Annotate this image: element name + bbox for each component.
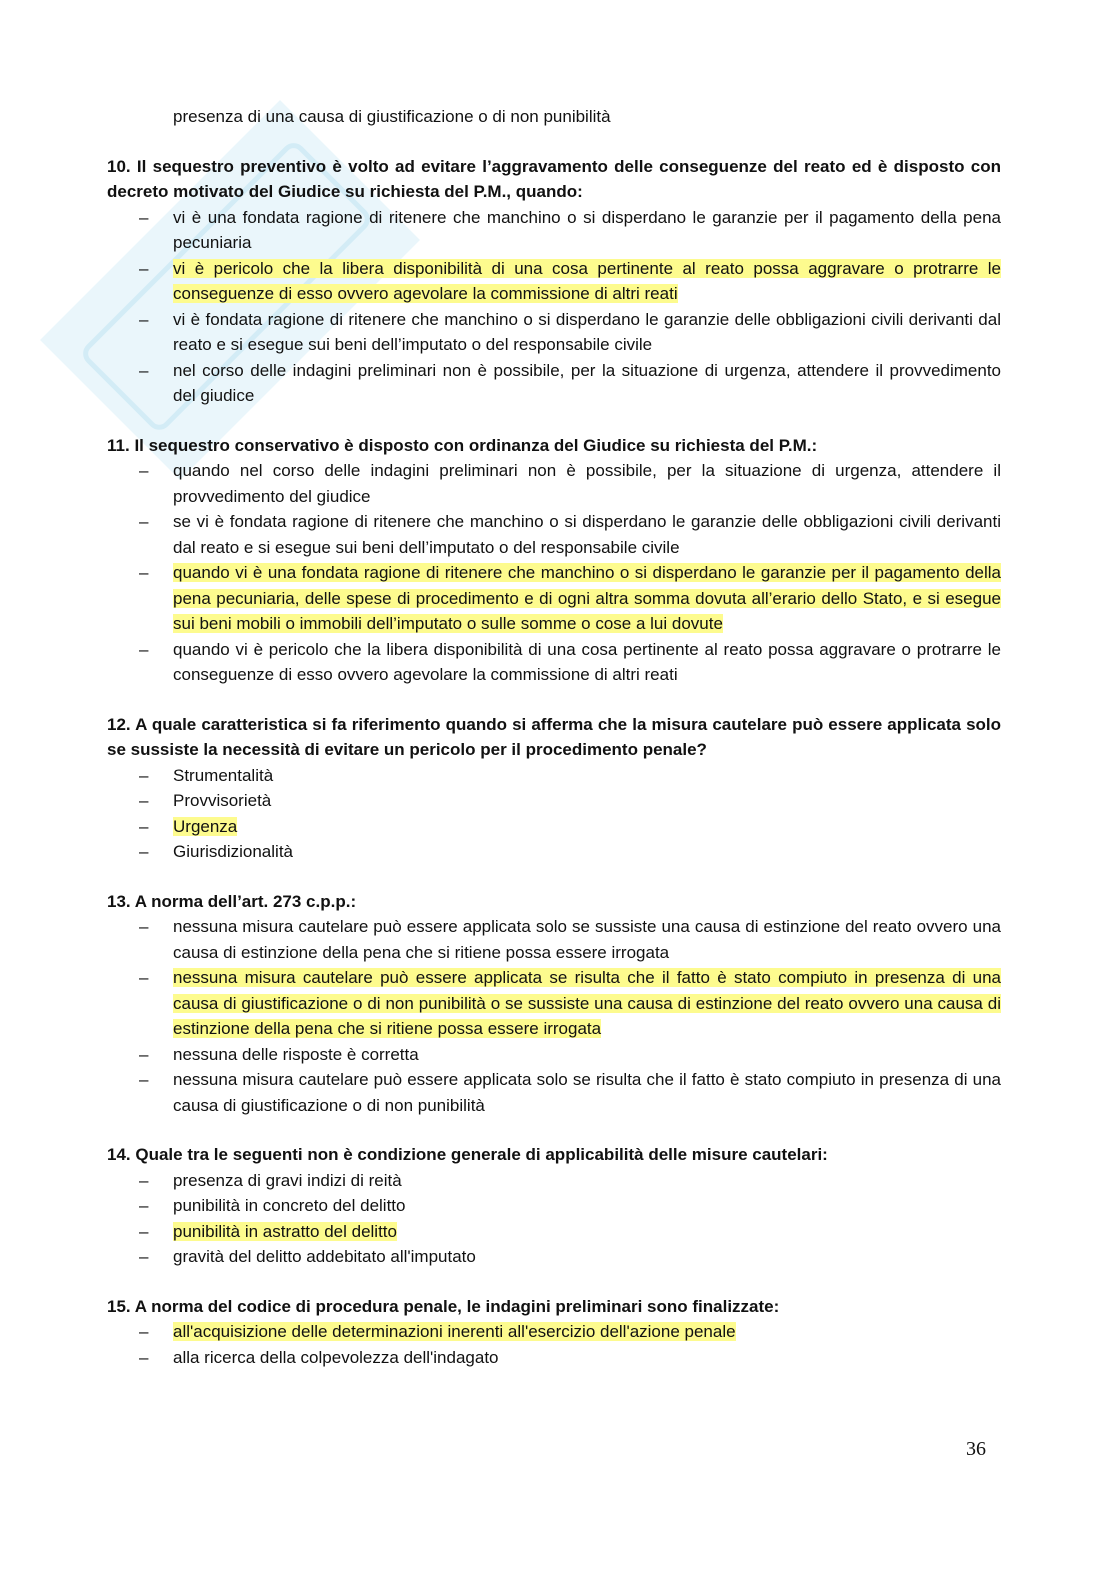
answer-option	[107, 458, 1001, 509]
question-number: 13.	[107, 891, 131, 911]
question-block	[107, 154, 1001, 409]
question-number: 15.	[107, 1296, 131, 1316]
answer-option	[107, 1067, 1001, 1118]
dash-bullet-icon: –	[139, 1347, 149, 1367]
answer-option	[107, 1244, 1001, 1270]
answer-text: all'acquisizione delle determinazioni inerenti all'esercizio dell'azione penale	[173, 1322, 736, 1341]
continued-answer-line: presenza di una causa di giustificazione o di non punibilità	[173, 107, 611, 126]
answer-text: Giurisdizionalità	[173, 842, 293, 861]
answer-option	[107, 1168, 1001, 1194]
dash-bullet-icon: –	[139, 512, 149, 531]
answer-list	[107, 205, 1001, 409]
answer-option	[107, 788, 1001, 814]
dash-bullet-icon: –	[139, 461, 149, 480]
document-content	[107, 104, 1001, 1394]
answer-option	[107, 205, 1001, 256]
question-number: 11.	[107, 435, 130, 455]
answer-text: quando vi è una fondata ragione di ritenere che manchino o si disperdano le garanzie per il pagamento della pena pecuniaria, delle spese di procedimento e di ogni altra somma dovuta all’erario dello Stato, e si esegue sui beni mobili o immobili dell’imputato o sulle somme o cose a lui dovute	[173, 563, 1001, 633]
question-title	[107, 154, 1001, 205]
answer-option	[107, 358, 1001, 409]
answer-text: nel corso delle indagini preliminari non è possibile, per la situazione di urgenza, attendere il provvedimento del giudice	[173, 360, 1001, 405]
question-text: A norma dell’art. 273 c.p.p.:	[134, 891, 357, 911]
answer-text: quando vi è pericolo che la libera disponibilità di una cosa pertinente al reato possa aggravare o protrarre le conseguenze di esso ovvero agevolare la commissione di altri reati	[173, 639, 1001, 684]
question-number: 14.	[107, 1145, 131, 1164]
dash-bullet-icon: –	[139, 1044, 149, 1064]
dash-bullet-icon: –	[139, 309, 149, 329]
answer-option-correct	[107, 560, 1001, 637]
answer-option	[107, 914, 1001, 965]
answer-list	[107, 1319, 1001, 1370]
dash-bullet-icon: –	[139, 765, 149, 785]
answer-option-correct	[107, 256, 1001, 307]
answer-list	[107, 1168, 1001, 1270]
answer-text: quando nel corso delle indagini preliminari non è possibile, per la situazione di urgenza, attendere il provvedimento del giudice	[173, 461, 1001, 506]
dash-bullet-icon: –	[139, 563, 149, 582]
question-block	[107, 433, 1001, 688]
answer-option	[107, 1042, 1001, 1068]
answer-text: punibilità in astratto del delitto	[173, 1221, 397, 1241]
answer-text: vi è una fondata ragione di ritenere che manchino o si disperdano le garanzie per il pagamento della pena pecuniaria	[173, 207, 1001, 252]
dash-bullet-icon: –	[139, 1322, 149, 1341]
question-title	[107, 889, 1001, 915]
question-block	[107, 889, 1001, 1119]
dash-bullet-icon: –	[139, 917, 149, 936]
question-text: Quale tra le seguenti non è condizione generale di applicabilità delle misure cautelari:	[135, 1145, 828, 1164]
answer-option-correct	[107, 1319, 1001, 1345]
answer-text: vi è pericolo che la libera disponibilità di una cosa pertinente al reato possa aggravare o protrarre le conseguenze di esso ovvero agevolare la commissione di altri reati	[173, 258, 1001, 303]
question-title	[107, 1294, 1001, 1320]
answer-option	[107, 509, 1001, 560]
dash-bullet-icon: –	[139, 968, 149, 987]
question-title	[107, 712, 1001, 763]
answer-option-correct	[107, 1219, 1001, 1245]
answer-text: Urgenza	[173, 816, 238, 836]
answer-text: vi è fondata ragione di ritenere che manchino o si disperdano le garanzie delle obbligazioni civili derivanti dal reato e si esegue sui beni dell’imputato o del responsabile civile	[173, 309, 1001, 354]
dash-bullet-icon: –	[139, 1070, 149, 1089]
dash-bullet-icon: –	[139, 1247, 149, 1266]
dash-bullet-icon: –	[139, 842, 149, 861]
answer-text: Strumentalità	[173, 765, 274, 785]
answer-option-correct	[107, 814, 1001, 840]
question-text: Il sequestro preventivo è volto ad evitare l’aggravamento delle conseguenze del reato ed è disposto con decreto motivato del Giudice su richiesta del P.M., quando:	[107, 156, 1001, 201]
question-text: Il sequestro conservativo è disposto con ordinanza del Giudice su richiesta del P.M.:	[134, 435, 818, 455]
answer-text: gravità del delitto addebitato all'imputato	[173, 1247, 476, 1266]
answer-list	[107, 914, 1001, 1118]
question-block	[107, 1142, 1001, 1270]
dash-bullet-icon: –	[139, 816, 149, 836]
question-block	[107, 1294, 1001, 1371]
question-title	[107, 433, 1001, 459]
dash-bullet-icon: –	[139, 1170, 149, 1190]
answer-option	[107, 1345, 1001, 1371]
answer-text: nessuna misura cautelare può essere applicata se risulta che il fatto è stato compiuto in presenza di una causa di giustificazione o di non punibilità o se sussiste una causa di estinzione del reato ovvero una causa di estinzione della pena che si ritiene possa essere irrogata	[173, 968, 1001, 1038]
dash-bullet-icon: –	[139, 207, 149, 227]
answer-list	[107, 763, 1001, 865]
answer-option	[107, 1193, 1001, 1219]
question-list	[107, 154, 1001, 1371]
answer-text: alla ricerca della colpevolezza dell'indagato	[173, 1347, 499, 1367]
answer-option	[107, 763, 1001, 789]
answer-option	[107, 307, 1001, 358]
answer-text: presenza di gravi indizi di reità	[173, 1170, 402, 1190]
dash-bullet-icon: –	[139, 791, 149, 810]
answer-text: punibilità in concreto del delitto	[173, 1196, 406, 1215]
answer-text: nessuna misura cautelare può essere applicata solo se risulta che il fatto è stato compiuto in presenza di una causa di giustificazione o di non punibilità	[173, 1070, 1001, 1115]
dash-bullet-icon: –	[139, 1221, 149, 1241]
answer-option	[107, 839, 1001, 865]
answer-option-correct	[107, 965, 1001, 1042]
answer-text: Provvisorietà	[173, 791, 272, 810]
answer-list	[107, 458, 1001, 688]
dash-bullet-icon: –	[139, 360, 149, 380]
dash-bullet-icon: –	[139, 639, 149, 659]
answer-text: nessuna delle risposte è corretta	[173, 1044, 419, 1064]
answer-text: se vi è fondata ragione di ritenere che manchino o si disperdano le garanzie delle obbligazioni civili derivanti dal reato e si esegue sui beni dell’imputato o del responsabile civile	[173, 512, 1001, 557]
answer-option	[107, 637, 1001, 688]
question-text: A norma del codice di procedura penale, le indagini preliminari sono finalizzate:	[134, 1296, 780, 1316]
answer-text: nessuna misura cautelare può essere applicata solo se sussiste una causa di estinzione del reato ovvero una causa di estinzione della pena che si ritiene possa essere irrogata	[173, 917, 1001, 962]
question-text: A quale caratteristica si fa riferimento quando si afferma che la misura cautelare può essere applicata solo se sussiste la necessità di evitare un pericolo per il procedimento penale?	[107, 714, 1002, 759]
question-number: 12.	[107, 714, 131, 734]
question-title	[107, 1142, 1001, 1168]
dash-bullet-icon: –	[139, 1196, 149, 1215]
page-number: 36	[966, 1438, 986, 1460]
question-number: 10.	[107, 156, 131, 176]
dash-bullet-icon: –	[139, 258, 149, 278]
question-block	[107, 712, 1001, 865]
